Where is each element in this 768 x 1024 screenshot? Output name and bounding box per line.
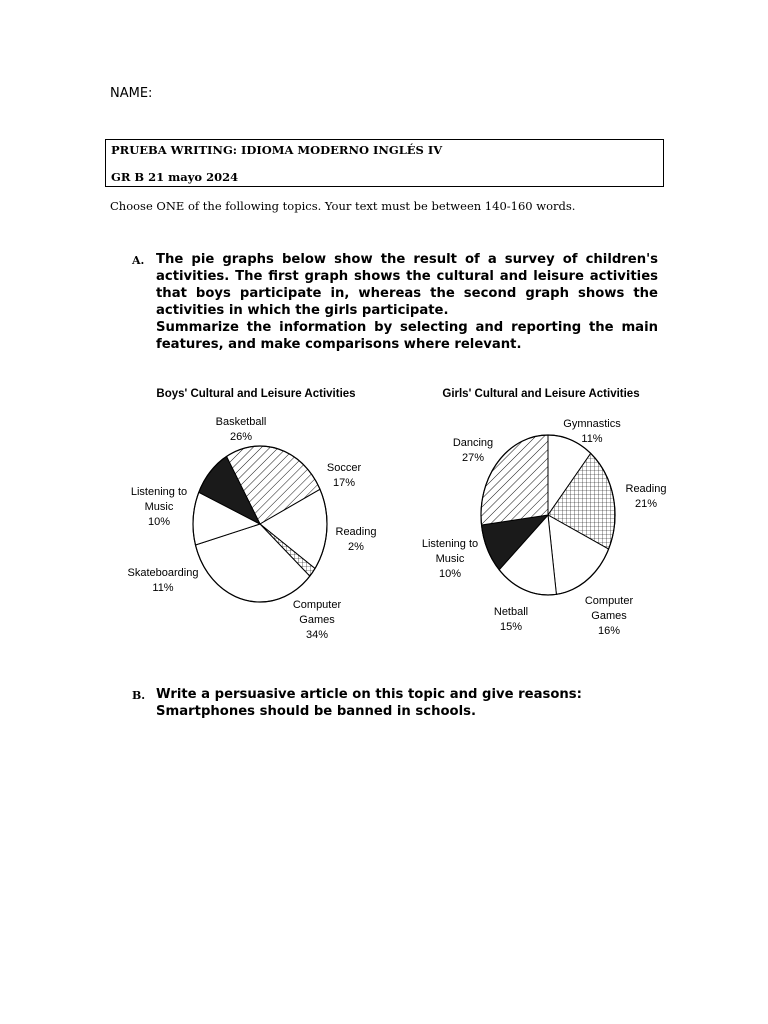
task-b — [132, 686, 658, 720]
task-b-prompt: Write a persuasive article on this topic and give reasons: — [156, 687, 582, 702]
girls-label-computer-games: Computer Games 16% — [584, 595, 634, 637]
exam-header-box — [105, 139, 664, 187]
boys-label-soccer: Soccer 17% — [326, 462, 362, 489]
task-b-topic: Smartphones should be banned in schools. — [156, 704, 476, 719]
girls-label-netball: Netball 15% — [493, 606, 529, 633]
girls-label-dancing: Dancing 27% — [452, 437, 494, 464]
name-label: NAME: — [110, 86, 153, 101]
boys-label-computer-games: Computer Games 34% — [292, 599, 342, 641]
task-a-instruction: Summarize the information by selecting and reporting the main features, and make comparisons where relevant. — [156, 320, 658, 352]
instructions-text: Choose ONE of the following topics. Your text must be between 140-160 words. — [110, 199, 576, 213]
exam-title: PRUEBA WRITING: IDIOMA MODERNO INGLÉS IV — [111, 143, 443, 157]
boys-label-reading: Reading 2% — [335, 526, 377, 553]
girls-label-reading: Reading 21% — [625, 483, 667, 510]
task-a — [132, 251, 658, 353]
boys-label-listening-to-music: Listening to Music 10% — [130, 486, 188, 528]
boys-label-basketball: Basketball 26% — [215, 416, 267, 443]
exam-group-date: GR B 21 mayo 2024 — [111, 170, 239, 184]
task-a-letter: A. — [132, 254, 145, 267]
boys-pie-chart — [128, 388, 377, 641]
pie-charts — [110, 378, 670, 650]
girls-label-listening-to-music: Listening to Music 10% — [421, 538, 479, 580]
girls-chart-title: Girls' Cultural and Leisure Activities — [442, 388, 640, 400]
girls-pie-chart — [422, 388, 667, 637]
boys-chart-title: Boys' Cultural and Leisure Activities — [156, 388, 356, 400]
boys-label-skateboarding: Skateboarding 11% — [127, 567, 199, 594]
girls-label-gymnastics: Gymnastics 11% — [563, 418, 621, 445]
task-a-description: The pie graphs below show the result of a survey of children's activities. The first graph shows the cultural and leisure activities that boys participate in, whereas the second graph shows the activities in which the girls participate. — [156, 252, 658, 318]
task-b-letter: B. — [132, 689, 146, 702]
